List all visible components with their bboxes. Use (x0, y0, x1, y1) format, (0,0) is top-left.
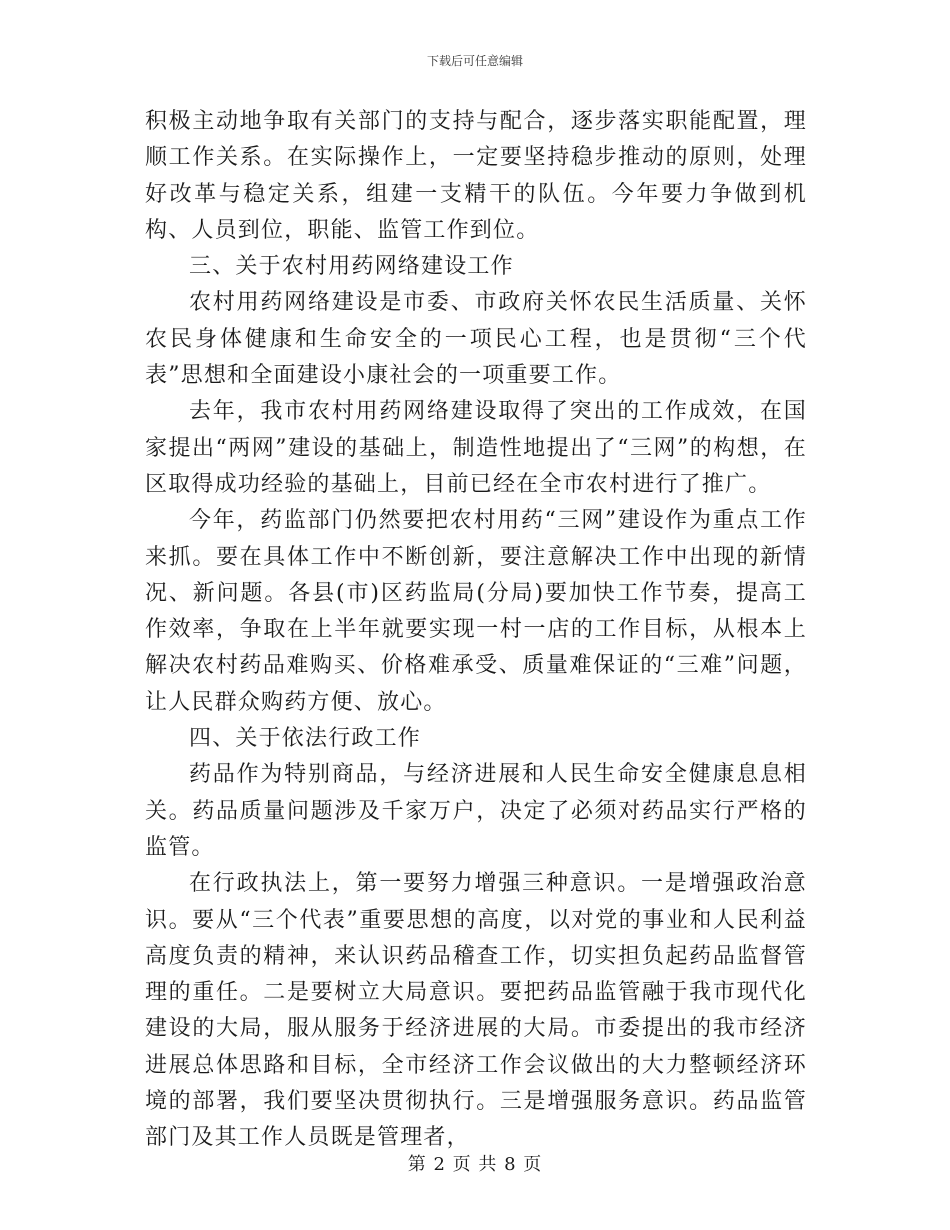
paragraph: 农村用药网络建设是市委、市政府关怀农民生活质量、关怀农民身体健康和生命安全的一项民心工程，也是贯彻“三个代表”思想和全面建设小康社会的一项重要工作。 (145, 290, 807, 389)
paragraph: 药品作为特别商品，与经济进展和人民生命安全健康息息相关。药品质量问题涉及千家万户，决定了必须对药品实行严格的监管。 (145, 762, 807, 860)
paragraph: 今年，药监部门仍然要把农村用药“三网”建设作为重点工作来抓。要在具体工作中不断创新，要注意解决工作中出现的新情况、新问题。各县(市)区药监局(分局)要加快工作节奏，提高工作效率，争取在上半年就要实现一村一店的工作目标，从根本上解决农村药品难购买、价格难承受、质量难保证的“三难”问题，让人民群众购药方便、放心。 (145, 508, 807, 715)
page-header: 下载后可任意编辑 (426, 54, 523, 68)
paragraph: 去年，我市农村用药网络建设取得了突出的工作成效，在国家提出“两网”建设的基础上，制造性地提出了“三网”的构想，在区取得成功经验的基础上，目前已经在全市农村进行了推广。 (145, 399, 807, 497)
paragraph: 积极主动地争取有关部门的支持与配合，逐步落实职能配置，理顺工作关系。在实际操作上，一定要坚持稳步推动的原则，处理好改革与稳定关系，组建一支精干的队伍。今年要力争做到机构、人员到位，职能、监管工作到位。 (145, 109, 807, 243)
document-body (145, 104, 807, 1157)
section-heading: 四、关于依法行政工作 (189, 726, 422, 752)
section-heading: 三、关于农村用药网络建设工作 (189, 254, 514, 280)
page-number-footer: 第 2 页 共 8 页 (407, 1154, 543, 1175)
paragraph: 在行政执法上，第一要努力增强三种意识。一是增强政治意识。要从“三个代表”重要思想的高度，以对党的事业和人民利益高度负责的精神，来认识药品稽查工作，切实担负起药品监督管理的重任。二是要树立大局意识。要把药品监管融于我市现代化建设的大局，服从服务于经济进展的大局。市委提出的我市经济进展总体思路和目标，全市经济工作会议做出的大力整顿经济环境的部署，我们要坚决贯彻执行。三是增强服务意识。药品监管部门及其工作人员既是管理者， (145, 871, 807, 1151)
